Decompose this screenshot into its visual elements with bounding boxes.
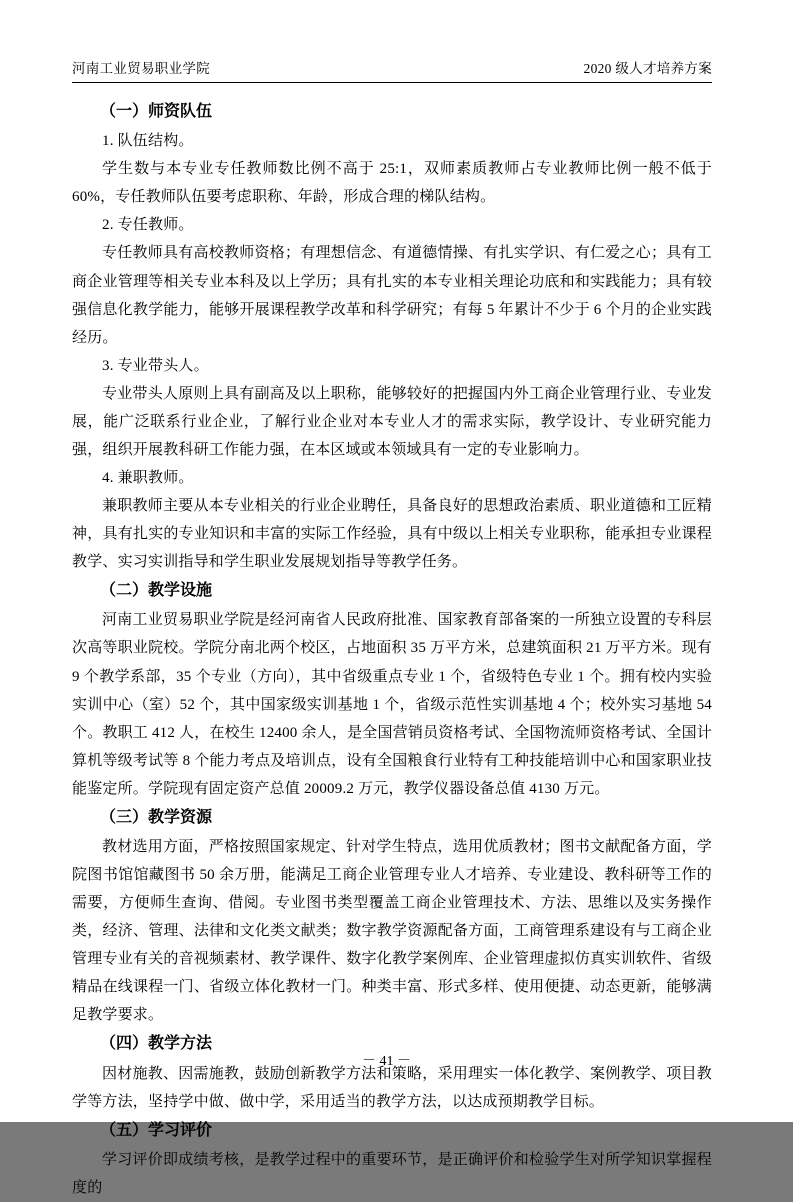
- paragraph: 4. 兼职教师。: [102, 469, 194, 486]
- section-heading-jiaoxue-fangfa: （四）教学方法: [100, 1035, 213, 1053]
- header-institution: 河南工业贸易职业学院: [72, 61, 210, 76]
- page-content: [72, 60, 712, 1202]
- paragraph: 学习评价即成绩考核，是教学过程中的重要环节，是正确评价和检验学生对所学知识掌握程度的: [72, 1152, 712, 1197]
- section-heading-jiaoxue-sheshi: （二）教学设施: [100, 582, 213, 600]
- paragraph: 1. 队伍结构。: [102, 133, 194, 150]
- paragraph: 学生数与本专业专任教师数比例不高于 25:1，双师素质教师占专业教师比例一般不低于 60%，专任教师队伍要考虑职称、年龄，形成合理的梯队结构。: [72, 161, 712, 206]
- document-body: [72, 97, 712, 1202]
- paragraph: 专业带头人原则上具有副高及以上职称，能够较好的把握国内外工商企业管理行业、专业发展，能广泛联系行业企业，了解行业企业对本专业人才的需求实际，教学设计、专业研究能力强，组织开展教科研工作能力强，在本区域或本领域具有一定的专业影响力。: [72, 385, 712, 458]
- paragraph: 河南工业贸易职业学院是经河南省人民政府批准、国家教育部备案的一所独立设置的专科层次高等职业院校。学院分南北两个校区，占地面积 35 万平方米，总建筑面积 21 万平方米。现有 9 个教学系部，35 个专业（方向），其中省级重点专业 1 个，省级特色专业 1 个。拥有校内实验实训中心（室）52 个，其中国家级实训基地 1 个，省级示范性实训基地 4 个；校外实习基地 54 个。教职工 412 人，在校生 12400 余人，是全国营销员资格考试、全国物流师资格考试、全国计算机等级考试等 8 个能力考点及培训点，设有全国粮食行业特有工种技能培训中心和国家职业技能鉴定所。学院现有固定资产总值 20009.2 万元，教学仪器设备总值 4130 万元。: [72, 612, 712, 797]
- page-footer: [0, 1050, 793, 1070]
- header-document-title: 2020 级人才培养方案: [583, 61, 712, 76]
- section-heading-jiaoxue-ziyuan: （三）教学资源: [100, 808, 213, 826]
- paragraph: 教材选用方面，严格按照国家规定、针对学生特点，选用优质教材；图书文献配备方面，学院图书馆馆藏图书 50 余万册，能满足工商企业管理专业人才培养、专业建设、教科研等工作的需要，方便师生查询、借阅。专业图书类型覆盖工商企业管理技术、方法、思维以及实务操作类，经济、管理、法律和文化类文献类；数字教学资源配备方面，工商管理系建设有与工商企业管理专业有关的音视频素材、教学课件、数字化教学案例库、企业管理虚拟仿真实训软件、省级精品在线课程一门、省级立体化教材一门。种类丰富、形式多样、使用便捷、动态更新，能够满足教学要求。: [72, 839, 712, 1024]
- paragraph: 3. 专业带头人。: [102, 357, 209, 374]
- section-heading-xuexi-pingjia: （五）学习评价: [100, 1121, 213, 1139]
- section-heading-shizi-duiwu: （一）师资队伍: [100, 102, 213, 120]
- paragraph: 2. 专任教师。: [102, 217, 194, 234]
- paragraph: 专任教师具有高校教师资格；有理想信念、有道德情操、有扎实学识、有仁爱之心；具有工商企业管理等相关专业本科及以上学历；具有扎实的本专业相关理论功底和和实践能力；具有较强信息化教学能力，能够开展课程教学改革和科学研究；有每 5 年累计不少于 6 个月的企业实践经历。: [72, 245, 712, 346]
- page-header: [72, 60, 712, 83]
- page-number: － 41 －: [362, 1054, 411, 1069]
- paragraph: 兼职教师主要从本专业相关的行业企业聘任，具备良好的思想政治素质、职业道德和工匠精神，具有扎实的专业知识和丰富的实际工作经验，具有中级以上相关专业职称，能承担专业课程教学、实习实训指导和学生职业发展规划指导等教学任务。: [72, 497, 712, 570]
- paragraph: 因材施教、因需施教，鼓励创新教学方法和策略，采用理实一体化教学、案例教学、项目教学等方法，坚持学中做、做中学，采用适当的教学方法，以达成预期教学目标。: [72, 1065, 712, 1110]
